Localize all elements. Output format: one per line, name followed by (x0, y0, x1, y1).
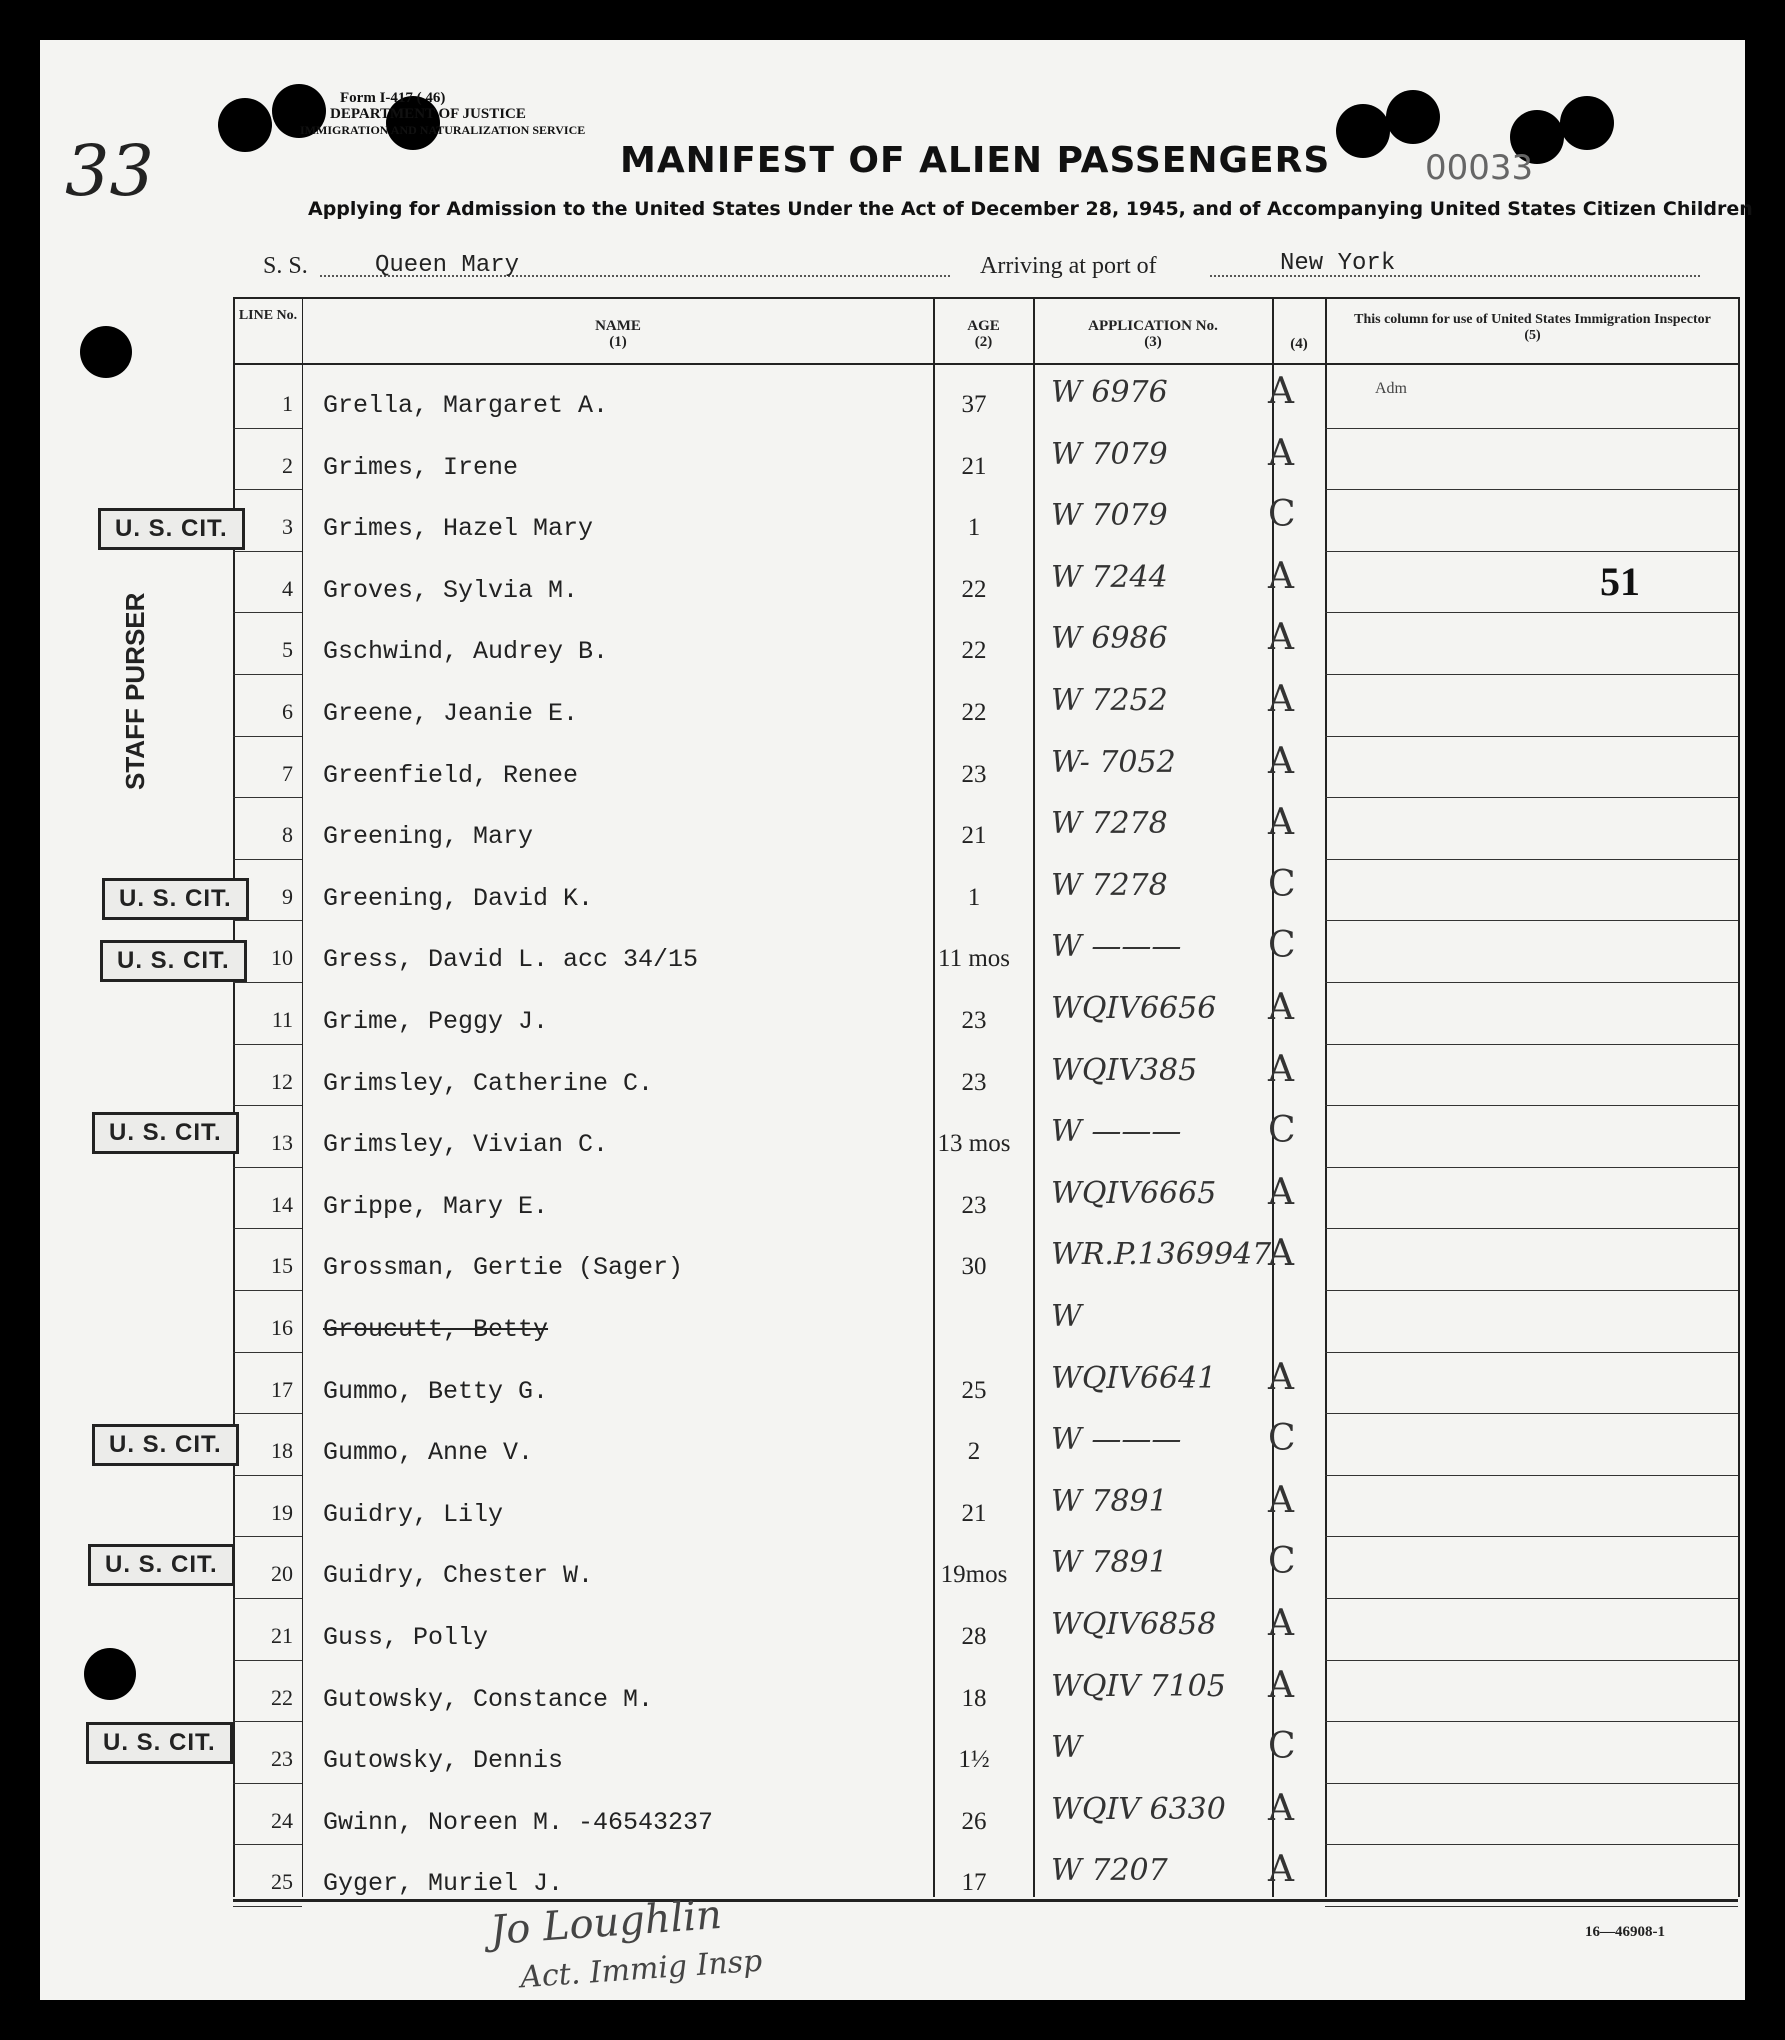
inspector-signature-title: Act. Immig Insp (519, 1943, 764, 1996)
application-number: W ——— (1051, 929, 1182, 965)
class-code: A (1268, 1171, 1294, 1213)
class-code: A (1268, 987, 1294, 1028)
table-row (233, 552, 1738, 614)
passenger-name: Grimes, Hazel Mary (323, 514, 594, 544)
class-code: A (1268, 1048, 1294, 1090)
col-header-age-title: AGE (967, 318, 1000, 334)
class-code: A (1268, 555, 1294, 597)
passenger-name: Gummo, Betty G. (323, 1376, 549, 1406)
table-row (233, 1229, 1738, 1291)
passenger-name: Gyger, Muriel J. (323, 1869, 564, 1899)
class-code: C (1268, 1726, 1296, 1768)
application-number: W ——— (1051, 1114, 1182, 1150)
table-row (233, 613, 1738, 675)
line-number: 10 (271, 945, 293, 971)
line-number: 12 (271, 1068, 293, 1094)
passenger-name: Gutowsky, Dennis (323, 1746, 564, 1776)
form-id: Form I-417 ( 46) (340, 90, 446, 106)
table-row (233, 1291, 1738, 1353)
form-header (300, 90, 585, 138)
passenger-age: 37 (961, 391, 987, 418)
passenger-name: Grossman, Gertie (Sager) (323, 1253, 684, 1283)
form-number: 16—46908-1 (1585, 1924, 1665, 1940)
class-code: A (1268, 1603, 1294, 1644)
col-header-4: (4) (1290, 336, 1308, 352)
table-row (233, 1045, 1738, 1107)
col-header-application-num: (3) (1144, 334, 1162, 350)
passenger-age: 23 (961, 1007, 987, 1034)
class-code: C (1268, 1418, 1296, 1460)
table-row (233, 983, 1738, 1045)
passenger-age: 21 (961, 452, 987, 480)
passenger-age: 23 (961, 1191, 987, 1219)
table-row (233, 1599, 1738, 1661)
passenger-name: Greening, David K. (323, 883, 594, 913)
line-number: 25 (271, 1869, 293, 1895)
passenger-name: Grimsley, Catherine C. (323, 1068, 654, 1098)
line-number: 18 (271, 1438, 293, 1464)
passenger-name: Greene, Jeanie E. (323, 699, 579, 728)
class-code: A (1268, 617, 1294, 659)
col-header-name (304, 318, 932, 350)
table-row (233, 921, 1738, 983)
line-number: 2 (282, 452, 293, 478)
passenger-age: 1 (967, 883, 981, 911)
punch-hole (1386, 90, 1440, 144)
line-number: 17 (271, 1376, 293, 1402)
application-number: W- 7052 (1051, 744, 1176, 780)
passenger-name: Guidry, Lily (323, 1499, 504, 1529)
line-number: 9 (282, 883, 293, 909)
line-number: 7 (282, 760, 293, 786)
line-number: 15 (271, 1253, 293, 1279)
passenger-age: 18 (961, 1684, 987, 1712)
inspector-note: Adm (1375, 380, 1407, 397)
passenger-name: Grippe, Mary E. (323, 1191, 549, 1221)
table-row (233, 490, 1738, 552)
passenger-name: Greenfield, Renee (323, 760, 579, 790)
application-number: WR.P.1369947 (1051, 1237, 1272, 1273)
application-number: W (1051, 1299, 1082, 1334)
passenger-age: 1½ (958, 1746, 990, 1774)
class-code: A (1268, 1233, 1294, 1275)
class-code: C (1268, 1110, 1296, 1152)
application-number: WQIV6656 (1051, 991, 1217, 1026)
table-row (233, 1661, 1738, 1723)
table-row (233, 1722, 1738, 1784)
passenger-name: Guidry, Chester W. (323, 1561, 594, 1591)
col-header-name-num: (1) (609, 334, 627, 350)
line-number: 3 (282, 514, 293, 540)
col-header-line: LINE No. (238, 308, 298, 323)
passenger-age: 30 (961, 1253, 987, 1281)
application-number: W 7079 (1051, 498, 1168, 534)
table-row (233, 1476, 1738, 1538)
col-header-inspector (1330, 312, 1735, 344)
inspector-count: 51 (1600, 559, 1640, 604)
class-code: A (1268, 1479, 1294, 1521)
passenger-name: Groucutt, Betty (323, 1315, 549, 1344)
table-row (233, 367, 1738, 429)
table-row (233, 429, 1738, 491)
passenger-age: 17 (961, 1869, 987, 1897)
passenger-name: Greening, Mary (323, 822, 534, 852)
department: DEPARTMENT OF JUSTICE (330, 106, 526, 122)
passenger-age: 21 (961, 1499, 987, 1527)
passenger-age: 22 (961, 575, 987, 603)
class-code: A (1268, 1664, 1294, 1706)
ship-label: S. S. (263, 253, 308, 279)
inspector-signature: Jo Loughlin (488, 1891, 724, 1955)
column-divider (1738, 297, 1740, 1897)
table-row (233, 1845, 1738, 1907)
passenger-age: 26 (961, 1807, 987, 1835)
header-rule (233, 363, 1738, 365)
passenger-name: Groves, Sylvia M. (323, 575, 579, 605)
class-code: A (1268, 1787, 1294, 1829)
punch-hole (1560, 96, 1614, 150)
line-number: 13 (271, 1130, 293, 1156)
passenger-age: 1 (967, 514, 981, 542)
table-row (233, 798, 1738, 860)
class-code: C (1268, 1541, 1296, 1583)
us-citizen-stamp: U. S. CIT. (102, 878, 249, 920)
application-number: W (1051, 1730, 1082, 1766)
line-number: 21 (271, 1623, 293, 1648)
class-code: A (1268, 740, 1294, 782)
handwritten-page-number: 33 (65, 130, 155, 212)
passenger-age: 22 (961, 637, 987, 665)
application-number: WQIV6858 (1051, 1607, 1217, 1642)
passenger-age: 23 (961, 1068, 987, 1096)
line-number: 14 (271, 1191, 293, 1217)
passenger-age: 13 mos (937, 1130, 1011, 1158)
passenger-age: 2 (967, 1438, 981, 1466)
application-number: W 7891 (1051, 1545, 1168, 1581)
table-row (233, 1106, 1738, 1168)
application-number: W 6976 (1051, 375, 1168, 410)
passenger-age: 21 (961, 822, 987, 850)
class-code: C (1268, 925, 1296, 967)
line-number: 24 (271, 1807, 293, 1833)
line-number: 6 (282, 699, 293, 724)
passenger-name: Grimsley, Vivian C. (323, 1130, 609, 1160)
ship-name: Queen Mary (375, 252, 520, 279)
us-citizen-stamp: U. S. CIT. (86, 1722, 233, 1764)
col-header-inspector-num: (5) (1524, 328, 1541, 343)
class-code: A (1268, 679, 1294, 720)
row-rule (1378, 1906, 1738, 1907)
staff-purser-stamp: STAFF PURSER (120, 592, 150, 790)
us-citizen-stamp: U. S. CIT. (92, 1424, 239, 1466)
application-number: WQIV385 (1051, 1052, 1198, 1088)
passenger-name: Grimes, Irene (323, 452, 519, 482)
passenger-name: Gutowsky, Constance M. (323, 1684, 654, 1714)
passenger-name: Gummo, Anne V. (323, 1438, 534, 1468)
application-number: W 7278 (1051, 867, 1168, 903)
class-code: A (1268, 432, 1294, 474)
table-row (233, 860, 1738, 922)
application-number: W 7278 (1051, 806, 1168, 842)
table-row (233, 675, 1738, 737)
us-citizen-stamp: U. S. CIT. (92, 1112, 239, 1154)
passenger-age: 22 (961, 699, 987, 726)
us-citizen-stamp: U. S. CIT. (88, 1544, 235, 1586)
application-number: W 7079 (1051, 436, 1168, 472)
us-citizen-stamp: U. S. CIT. (100, 940, 247, 982)
passenger-age: 23 (961, 760, 987, 788)
table-row (233, 1414, 1738, 1476)
line-number: 20 (271, 1561, 293, 1587)
punch-hole (218, 98, 272, 152)
application-number: WQIV 6330 (1051, 1791, 1226, 1827)
line-number: 23 (271, 1746, 293, 1772)
application-number: WQIV 7105 (1051, 1668, 1226, 1704)
passenger-name: Gschwind, Audrey B. (323, 637, 609, 667)
table-row (233, 1537, 1738, 1599)
punch-hole (1336, 104, 1390, 158)
line-number: 16 (271, 1315, 293, 1340)
col-header-age (935, 318, 1032, 350)
application-number: W 7891 (1051, 1483, 1168, 1519)
col-header-inspector-title: This column for use of United States Immigration Inspector (1354, 312, 1711, 327)
passenger-age: 11 mos (938, 945, 1010, 973)
service: IMMIGRATION AND NATURALIZATION SERVICE (300, 123, 586, 137)
page-title: MANIFEST OF ALIEN PASSENGERS (620, 140, 1331, 181)
port-label: Arriving at port of (980, 253, 1157, 279)
passenger-name: Grime, Peggy J. (323, 1007, 549, 1036)
table-row (233, 1168, 1738, 1230)
col-header-age-num: (2) (974, 334, 993, 350)
passenger-name: Grella, Margaret A. (323, 391, 609, 420)
col-header-application (1035, 318, 1271, 350)
table-row (233, 1784, 1738, 1846)
application-number: WQIV6665 (1051, 1175, 1217, 1211)
passenger-name: Guss, Polly (323, 1623, 489, 1652)
class-code: A (1268, 1849, 1294, 1891)
us-citizen-stamp: U. S. CIT. (98, 508, 245, 550)
class-code: A (1268, 802, 1294, 844)
application-number: W ——— (1051, 1422, 1182, 1458)
line-number: 1 (282, 391, 293, 416)
document-number: 00033 (1425, 148, 1534, 188)
line-number: 22 (271, 1684, 293, 1710)
application-number: WQIV6641 (1051, 1360, 1217, 1396)
punch-hole (80, 326, 132, 378)
passenger-age: 28 (961, 1623, 987, 1650)
line-number: 4 (282, 575, 293, 601)
line-number: 19 (271, 1499, 293, 1525)
application-number: W 7207 (1051, 1853, 1168, 1889)
punch-hole (84, 1648, 136, 1700)
table-row (233, 737, 1738, 799)
col-header-name-title: NAME (595, 318, 641, 334)
class-code: C (1268, 494, 1296, 536)
application-number: W 6986 (1051, 621, 1168, 657)
application-number: W 7252 (1051, 683, 1168, 718)
col-header-application-title: APPLICATION No. (1088, 318, 1218, 334)
passenger-name: Gress, David L. acc 34/15 (323, 945, 699, 975)
line-number: 8 (282, 822, 293, 848)
passenger-age: 25 (961, 1376, 987, 1404)
row-rule (233, 1906, 302, 1907)
table-row (233, 1353, 1738, 1415)
line-number: 11 (271, 1007, 293, 1032)
page-subtitle: Applying for Admission to the United States Under the Act of December 28, 1945, and of Accompanying United States Citizen Children (308, 198, 1753, 220)
line-number: 5 (282, 637, 293, 663)
passenger-age: 19mos (940, 1561, 1008, 1589)
class-code: A (1268, 1356, 1294, 1398)
row-rule (1325, 1906, 1378, 1907)
port-name: New York (1280, 250, 1396, 277)
class-code: A (1268, 371, 1294, 412)
class-code: C (1268, 863, 1296, 905)
application-number: W 7244 (1051, 559, 1168, 595)
passenger-name: Gwinn, Noreen M. -46543237 (323, 1807, 714, 1837)
